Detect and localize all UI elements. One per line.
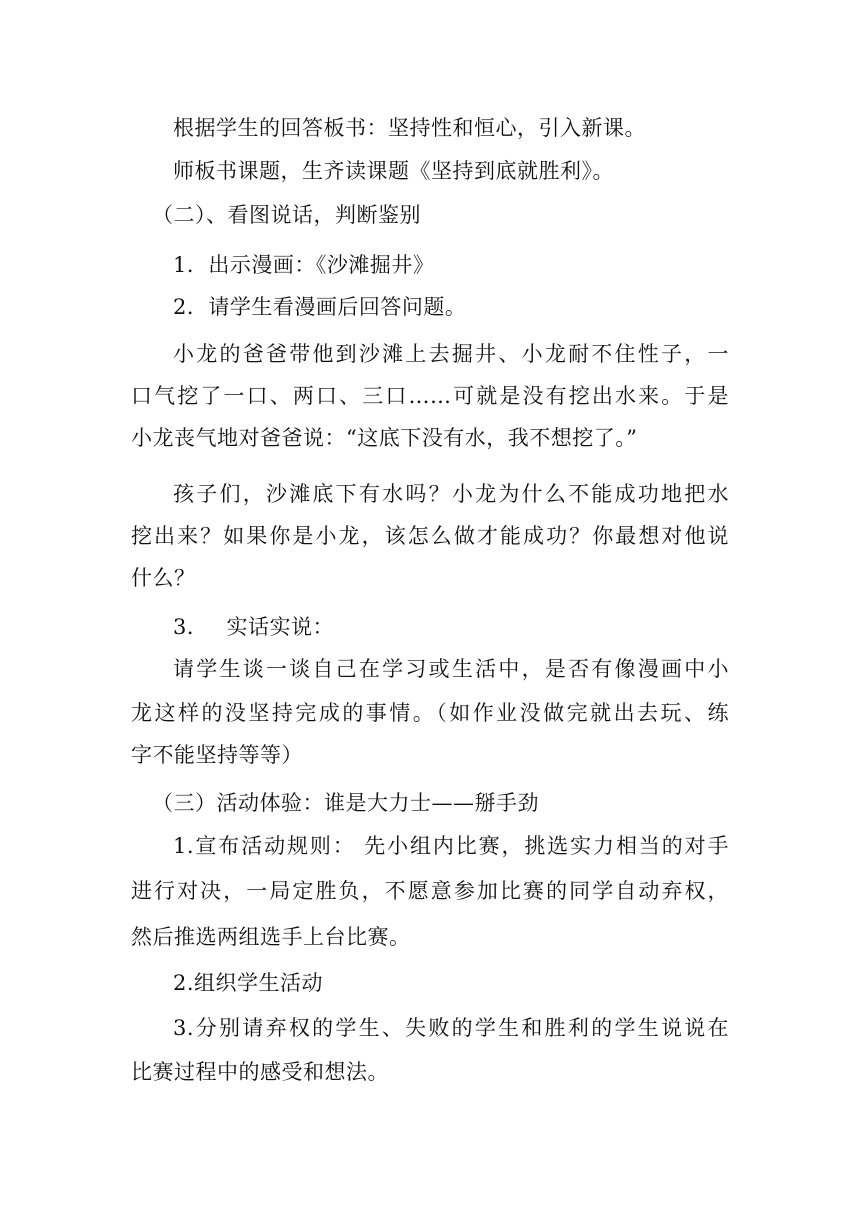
paragraph-line: 请学生谈一谈自己在学习或生活中，是否有像漫画中小 (173, 657, 729, 681)
paragraph-line: 挖出来？如果你是小龙，该怎么做才能成功？你最想对他说 (131, 524, 729, 548)
paragraph-line: 小龙丧气地对爸爸说：“这底下没有水，我不想挖了。” (131, 426, 638, 450)
list-item: 2.组织学生活动 (173, 971, 324, 995)
paragraph-line: 师板书课题，生齐读课题《坚持到底就胜利》。 (173, 159, 614, 183)
paragraph-line: 根据学生的回答板书：坚持性和恒心，引入新课。 (173, 116, 646, 140)
paragraph-line: 孩子们，沙滩底下有水吗？小龙为什么不能成功地把水 (173, 482, 729, 506)
list-item: 3.分别请弃权的学生、失败的学生和胜利的学生说说在 (173, 1016, 729, 1040)
list-item: 1．出示漫画：《沙滩掘井》 (173, 253, 435, 277)
paragraph-line: 什么？ (131, 566, 196, 590)
paragraph-line: 龙这样的没坚持完成的事情。（如作业没做完就出去玩、练 (131, 701, 729, 725)
paragraph-line: 字不能坚持等等） (131, 743, 303, 767)
section-heading: （二）、看图说话，判断鉴别 (152, 203, 421, 227)
paragraph-line: 小龙的爸爸带他到沙滩上去掘井、小龙耐不住性子，一 (173, 342, 729, 366)
paragraph-line: 比赛过程中的感受和想法。 (131, 1060, 389, 1084)
list-item: 3． 实话实说： (173, 615, 335, 639)
list-item: 2．请学生看漫画后回答问题。 (173, 295, 467, 319)
section-heading: （三）活动体验：谁是大力士——掰手劲 (152, 791, 539, 815)
paragraph-line: 然后推选两组选手上台比赛。 (131, 925, 411, 949)
list-item: 1.宣布活动规则： 先小组内比赛，挑选实力相当的对手 (173, 834, 729, 858)
paragraph-line: 进行对决，一局定胜负，不愿意参加比赛的同学自动弃权， (131, 879, 729, 903)
paragraph-line: 口气挖了一口、两口、三口……可就是没有挖出水来。于是 (131, 384, 729, 408)
